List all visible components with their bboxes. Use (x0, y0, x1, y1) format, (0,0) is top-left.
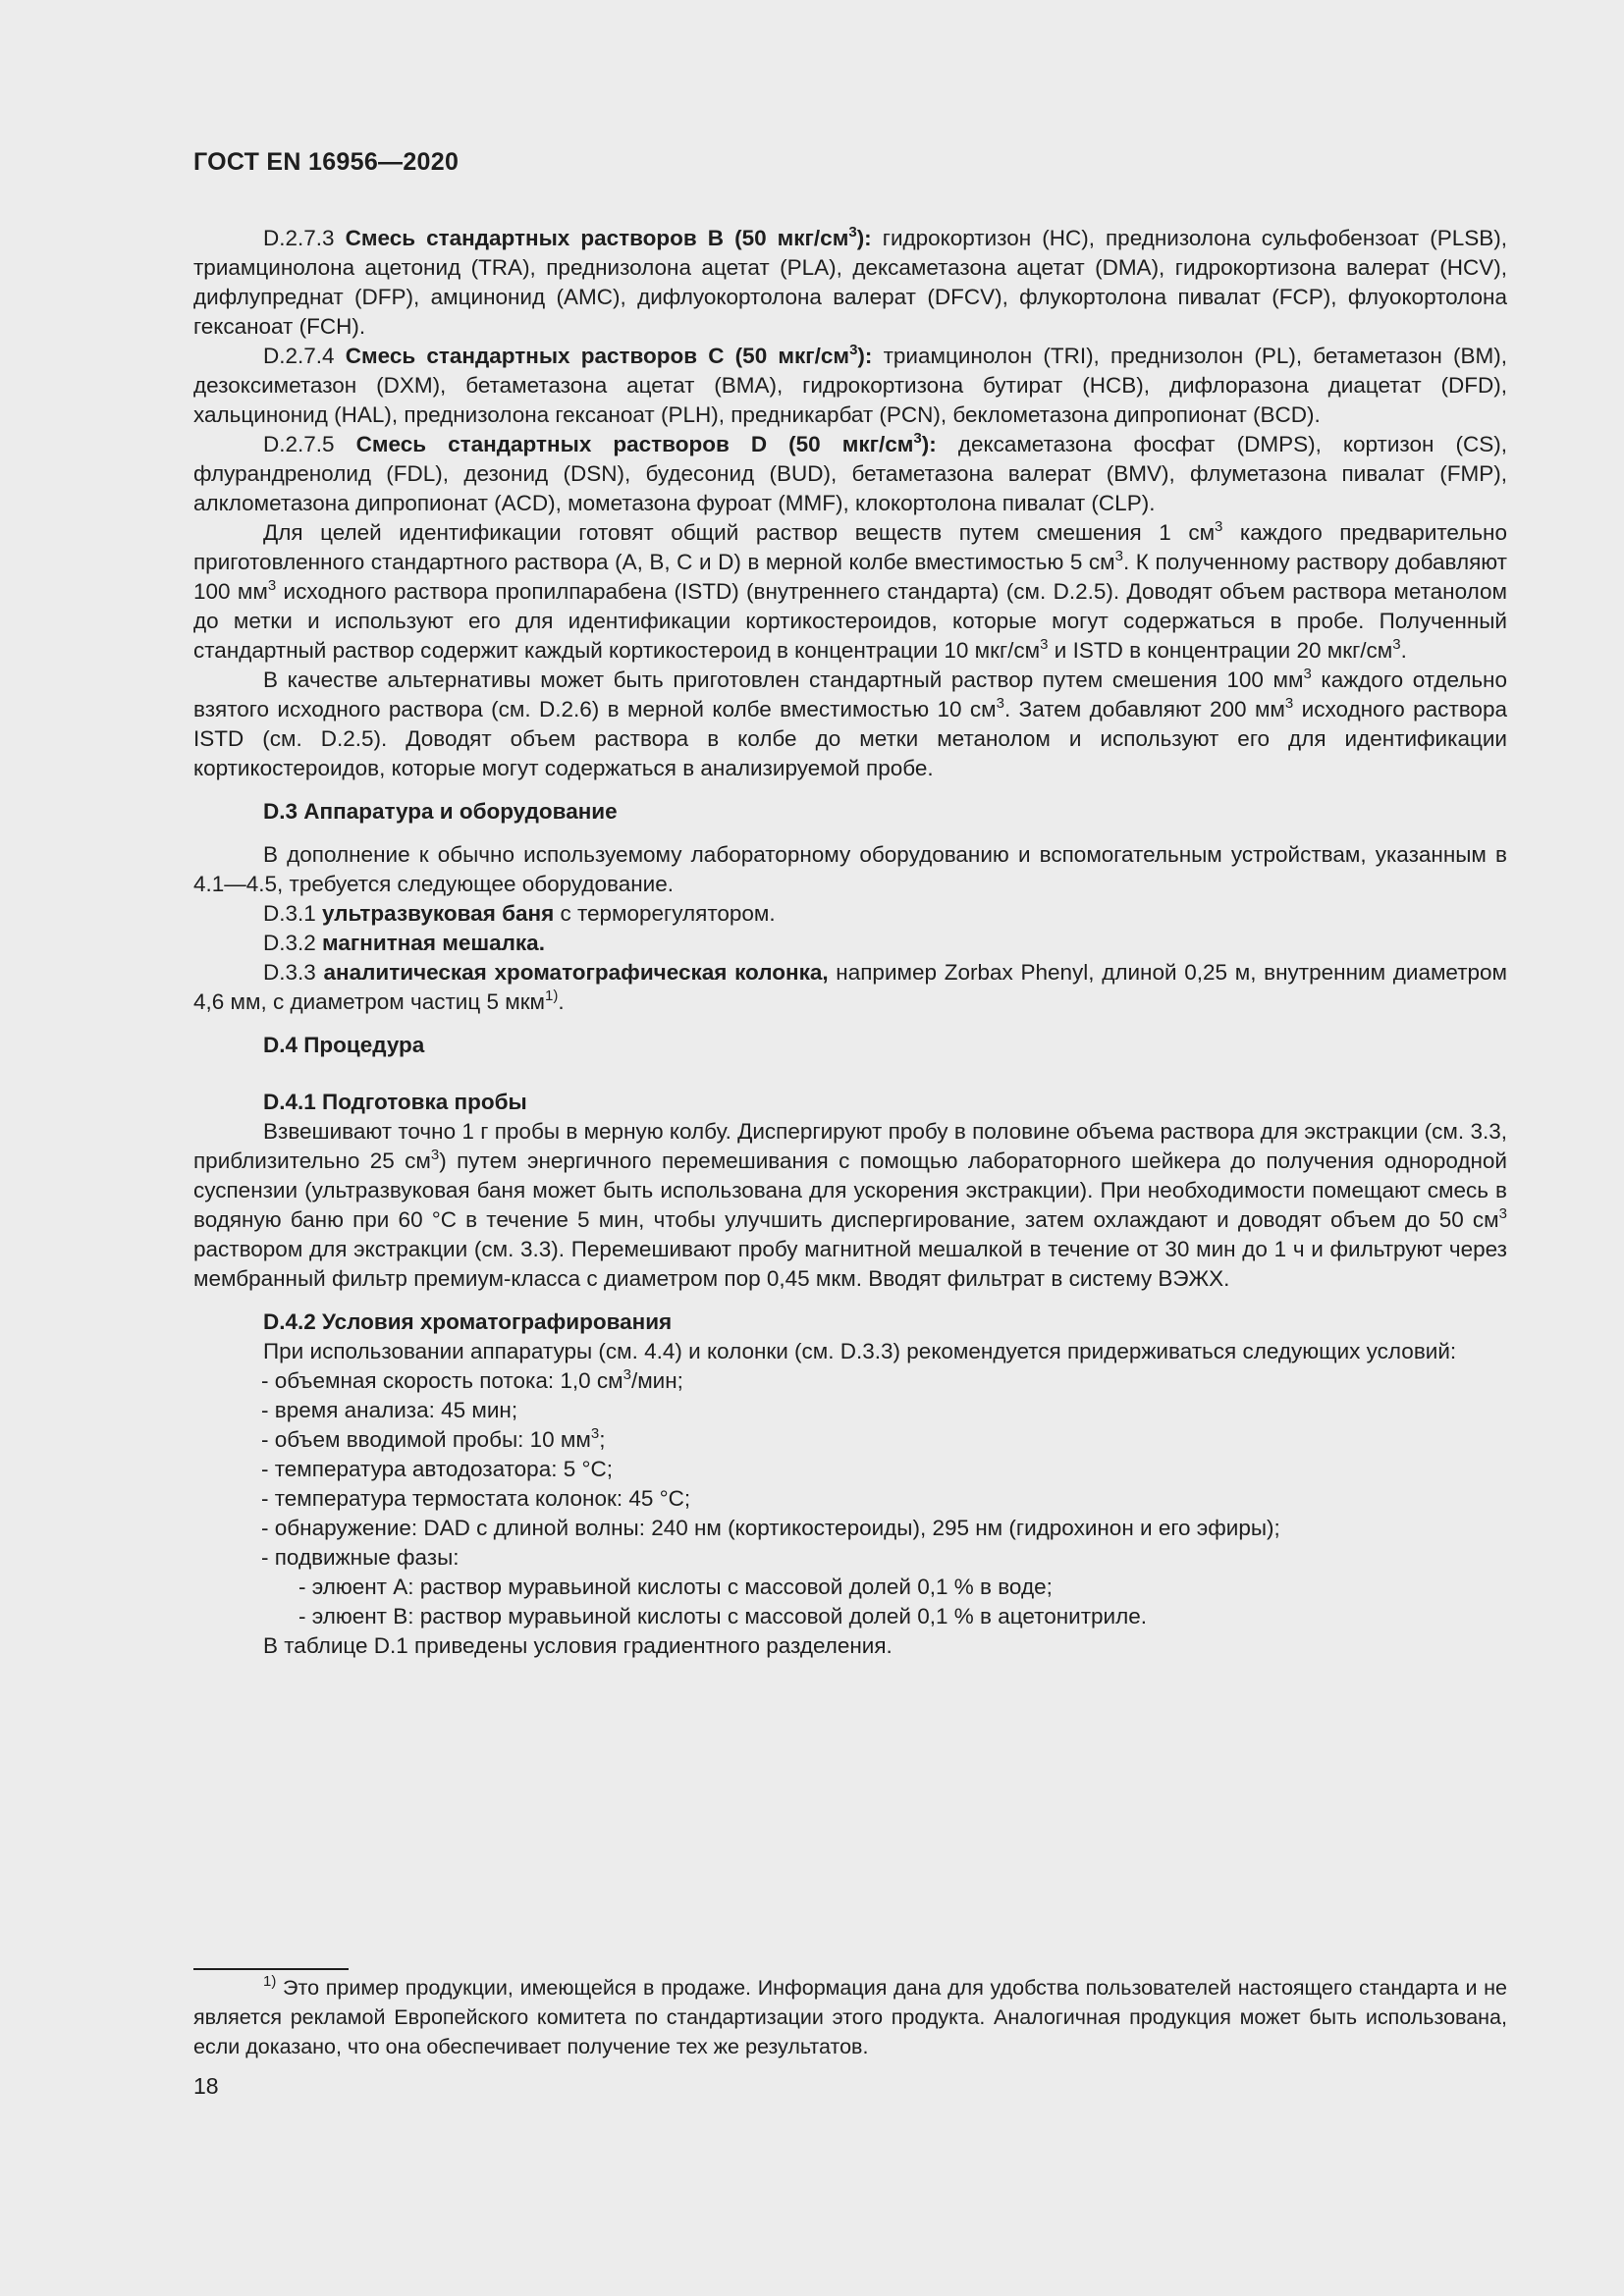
subsection-heading-d41: D.4.1 Подготовка пробы (263, 1090, 527, 1114)
list-item-analysis-time: - время анализа: 45 мин; (261, 1398, 518, 1422)
footnote-reference: 1) (545, 988, 559, 1004)
paragraph-d275 (193, 430, 1507, 518)
paragraph-d273 (193, 224, 1507, 342)
list-item-injection-volume: - объем вводимой пробы: 10 $мм^3$; (261, 1425, 606, 1452)
paragraph-identification-solution: Для целей идентификации готовят общий раствор веществ путем смешения 1 $см^3$ каждого предварительно приготовленного стандартного раствора (A, B, C и D) в мерной колбе вместимостью 5 $см^3$. К полученному раствору добавляют 100 $мм^3$ исходного раствора пропилпарабена (ISTD) (внутреннего стандарта) (см. D.2.5). Доводят объем раствора метанолом до метки и используют его для идентификации кортикостероидов, которые могут содержаться в пробе. Полученный стандартный раствор содержит каждый кортикостероид в концентрации 10 мкг/$см^3$ и ISTD в концентрации 20 мкг/$см^3$. (193, 518, 1507, 663)
list-item-autosampler-temperature: - температура автодозатора: 5 °C; (261, 1457, 613, 1481)
clause-number: D.2.7.3 (263, 226, 335, 250)
clause-number: D.2.7.4 (263, 344, 335, 368)
clause-number: D.2.7.5 (263, 432, 335, 456)
list-item-column-temperature: - температура термостата колонок: 45 °C; (261, 1486, 691, 1511)
paragraph-equipment-intro: В дополнение к обычно используемому лабораторному оборудованию и вспомогательным устройствам, указанным в 4.1—4.5, требуется следующее оборудование. (193, 842, 1507, 896)
clause-text: дексаметазона фосфат (DMPS), кортизон (CS), флурандренолид (FDL), дезонид (DSN), будесонид (BUD), бетаметазона валерат (BMV), флуметазона пивалат (FMP), алклометазона дипропионат (ACD), мометазона фуроат (MMF), клокортолона пивалат (CLP). (193, 432, 1507, 515)
list-item-mobile-phases: - подвижные фазы: (261, 1545, 460, 1570)
equipment-item-d31: D.3.1 ультразвуковая баня с терморегулятором. (263, 901, 776, 926)
section-heading-d3: D.3 Аппаратура и оборудование (263, 799, 618, 824)
section-heading-d4: D.4 Процедура (263, 1033, 425, 1057)
clause-text: триамцинолон (TRI), преднизолон (PL), бетаметазон (BM), дезоксиметазон (DXM), бетаметазона ацетат (BMA), гидрокортизона бутират (HCB), дифлоразона диацетат (DFD), хальцинонид (HAL), преднизолона гексаноат (PLH), предникарбат (PCN), беклометазона дипропионат (BCD). (193, 344, 1507, 427)
footnote-text: Это пример продукции, имеющейся в продаже. Информация дана для удобства пользователей настоящего стандарта и не является рекламой Европейского комитета по стандартизации этого продукта. Аналогичная продукция может быть использована, если доказано, что она обеспечивает получение тех же результатов. (193, 1976, 1507, 2058)
document-header: ГОСТ EN 16956—2020 (193, 148, 460, 176)
paragraph-alternative-solution: В качестве альтернативы может быть приготовлен стандартный раствор путем смешения 100 $мм^3$ каждого отдельно взятого исходного раствора (см. D.2.6) в мерной колбе вместимостью 10 $см^3$. Затем добавляют 200 $мм^3$ исходного раствора ISTD (см. D.2.5). Доводят объем раствора в колбе до метки метанолом и используют его для идентификации кортикостероидов, которые могут содержаться в анализируемой пробе. (193, 666, 1507, 780)
paragraph-conditions-intro: При использовании аппаратуры (см. 4.4) и колонки (см. D.3.3) рекомендуется придерживаться следующих условий: (263, 1339, 1457, 1363)
clause-title: Смесь стандартных растворов B (50 мкг/$см^3$): (345, 224, 872, 250)
equipment-item-d33: D.3.3 аналитическая хроматографическая колонка, например Zorbax Phenyl, длиной 0,25 м, внутренним диаметром 4,6 мм, с диаметром частиц 5 мкм$^{1)}$. (193, 960, 1507, 1014)
list-item-flow-rate: - объемная скорость потока: 1,0 $см^3$/мин; (261, 1366, 683, 1393)
list-item-eluent-b: - элюент B: раствор муравьиной кислоты с массовой долей 0,1 % в ацетонитриле. (298, 1604, 1147, 1629)
list-item-detection: - обнаружение: DAD с длиной волны: 240 нм (кортикостероиды), 295 нм (гидрохинон и его эфиры); (261, 1516, 1280, 1540)
footnote (193, 1973, 1507, 2061)
footnote-mark: 1) (263, 1973, 277, 1990)
page-body (193, 224, 1507, 1661)
list-item-eluent-a: - элюент A: раствор муравьиной кислоты с массовой долей 0,1 % в воде; (298, 1575, 1053, 1599)
subsection-heading-d42: D.4.2 Условия хроматографирования (263, 1309, 673, 1334)
paragraph-table-reference: В таблице D.1 приведены условия градиентного разделения. (263, 1633, 893, 1658)
clause-title: Смесь стандартных растворов C (50 мкг/$см^3$): (345, 342, 873, 368)
paragraph-sample-preparation: Взвешивают точно 1 г пробы в мерную колбу. Диспергируют пробу в половине объема раствора для экстракции (см. 3.3, приблизительно 25 $см^3$) путем энергичного перемешивания с помощью лабораторного шейкера до получения однородной суспензии (ультразвуковая баня может быть использована для ускорения экстракции). При необходимости помещают смесь в водяную баню при 60 °C в течение 5 мин, чтобы улучшить диспергирование, затем охлаждают и доводят объем до 50 $см^3$ раствором для экстракции (см. 3.3). Перемешивают пробу магнитной мешалкой в течение от 30 мин до 1 ч и фильтруют через мембранный фильтр премиум-класса с диаметром пор 0,45 мкм. Вводят фильтрат в систему ВЭЖХ. (193, 1119, 1507, 1291)
page-number: 18 (193, 2073, 219, 2099)
equipment-item-d32: D.3.2 магнитная мешалка. (263, 931, 545, 955)
clause-text: гидрокортизон (HC), преднизолона сульфобензоат (PLSB), триамцинолона ацетонид (TRA), преднизолона ацетат (PLA), дексаметазона ацетат (DMA), гидрокортизона валерат (HCV), дифлупреднат (DFP), амцинонид (AMC), дифлуокортолона валерат (DFCV), флукортолона пивалат (FCP), флуокортолона гексаноат (FCH). (193, 226, 1507, 339)
paragraph-d274 (193, 342, 1507, 430)
footnote-separator (193, 1968, 349, 1970)
clause-title: Смесь стандартных растворов D (50 мкг/$см^3$): (355, 430, 937, 456)
